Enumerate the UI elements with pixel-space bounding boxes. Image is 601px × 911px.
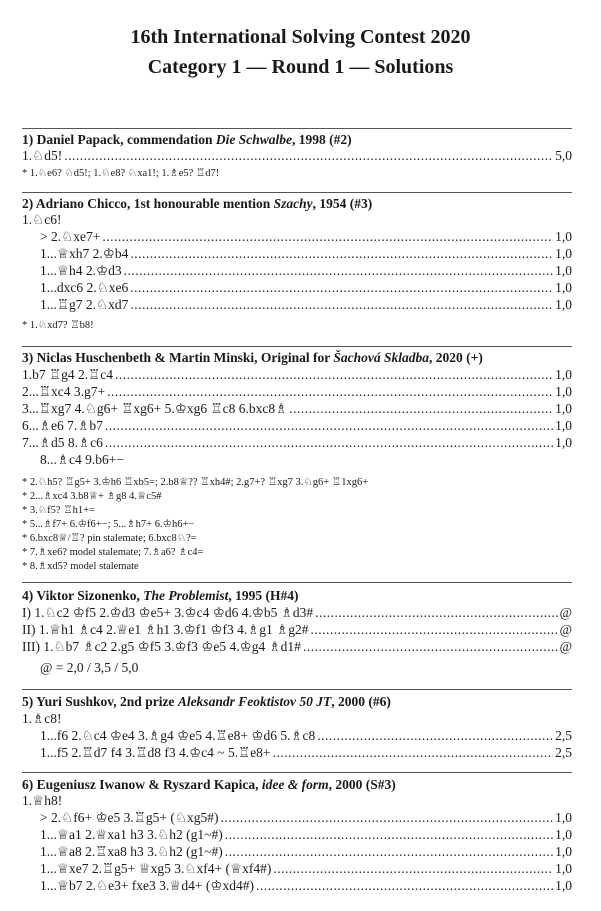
problem-5-heading: 5) Yuri Sushkov, 2nd prize Aleksandr Feoktistov 50 JT, 2000 (#6)	[22, 694, 391, 709]
note: * 1.♘xd7? ♖b8!	[22, 320, 94, 331]
key-move: 1.♕h8!	[22, 793, 63, 808]
section-divider	[22, 128, 572, 129]
note: * 1.♘e6? ♘d5!; 1.♘e8? ♘xa1!; 1.♗e5? ♖d7!	[22, 168, 220, 179]
note: * 6.bxc8♕/♖? pin stalemate; 6.bxc8♘?=	[22, 533, 197, 544]
solution-row: 1.♘d5! ..... 5,0	[22, 148, 572, 164]
note: * 3.♘f5? ♖h1+=	[22, 505, 95, 516]
solution-row: > 2.♘f6+ ♔e5 3.♖g5+ (♘xg5#) ..... 1,0	[40, 810, 572, 826]
final-move: 8...♗c4 9.b6+−	[40, 452, 124, 467]
solution-row: 1...♕xh7 2.♔b4 ..... 1,0	[40, 246, 572, 262]
note: * 2.♘h5? ♖g5+ 3.♔h6 ♖xb5=; 2.b8♕?? ♖xh4#; 2.g7+? ♖xg7 3.♘g6+ ♖1xg6+	[22, 477, 369, 488]
key-move: 1.♗c8!	[22, 711, 62, 726]
solution-row: 1.b7 ♖g4 2.♖c4 ..... 1,0	[22, 367, 572, 383]
section-divider	[22, 772, 572, 773]
solution-row: 1...f6 2.♘c4 ♔e4 3.♗g4 ♔e5 4.♖e8+ ♔d6 5.♗c8 ..... 2,5	[40, 728, 572, 744]
solution-row: 1...♖g7 2.♘xd7 ..... 1,0	[40, 297, 572, 313]
page-subtitle: Category 1 — Round 1 — Solutions	[147, 56, 454, 78]
score-legend: @ = 2,0 / 3,5 / 5,0	[40, 660, 139, 675]
note: * 7.♗xe6? model stalemate; 7.♗a6? ♗c4=	[22, 547, 204, 558]
note: * 2...♗xc4 3.b8♕+ ♗g8 4.♕c5#	[22, 491, 162, 502]
section-divider	[22, 192, 572, 193]
solution-row: 1...♕b7 2.♘e3+ fxe3 3.♕d4+ (♔xd4#) ..... 1,0	[40, 878, 572, 894]
solution-row: 1...f5 2.♖d7 f4 3.♖d8 f3 4.♔c4 ~ 5.♖e8+ ..... 2,5	[40, 745, 572, 761]
problem-6-heading: 6) Eugeniusz Iwanow & Ryszard Kapica, idee & form, 2000 (S#3)	[22, 777, 396, 792]
solution-row: 1...♕h4 2.♔d3 ..... 1,0	[40, 263, 572, 279]
solution-row: 1...♕a8 2.♖xa8 h3 3.♘h2 (g1~#) ..... 1,0	[40, 844, 572, 860]
solution-row: 6...♗e6 7.♗b7 ..... 1,0	[22, 418, 572, 434]
note: * 8.♗xd5? model stalemate	[22, 561, 139, 572]
solution-row: II) 1.♕h1 ♗c4 2.♕e1 ♗h1 3.♔f1 ♔f3 4.♗g1 ♗g2# ..... @	[22, 622, 572, 638]
solution-row: 1...♕xe7 2.♖g5+ ♕xg5 3.♘xf4+ (♕xf4#) ..... 1,0	[40, 861, 572, 877]
solution-row: III) 1.♘b7 ♗c2 2.g5 ♔f5 3.♔f3 ♔e5 4.♔g4 ♗d1# ..... @	[22, 639, 572, 655]
section-divider	[22, 689, 572, 690]
note: * 5...♗f7+ 6.♔f6+−; 5...♗h7+ 6.♔h6+−	[22, 519, 195, 530]
solution-row: 7...♗d5 8.♗c6 ..... 1,0	[22, 435, 572, 451]
page-title: 16th International Solving Contest 2020	[130, 26, 471, 48]
problem-2-heading: 2) Adriano Chicco, 1st honourable mention Szachy, 1954 (#3)	[22, 196, 373, 211]
solution-row: 2...♖xc4 3.g7+ ..... 1,0	[22, 384, 572, 400]
solution-row: 1...♕a1 2.♕xa1 h3 3.♘h2 (g1~#) ..... 1,0	[40, 827, 572, 843]
problem-1-heading: 1) Daniel Papack, commendation Die Schwalbe, 1998 (#2)	[22, 132, 352, 147]
key-move: 1.♘c6!	[22, 212, 62, 227]
solution-row: > 2.♘xe7+ ..... 1,0	[40, 229, 572, 245]
section-divider	[22, 346, 572, 347]
problem-3-heading: 3) Niclas Huschenbeth & Martin Minski, Original for Šachová Skladba, 2020 (+)	[22, 350, 483, 365]
solution-row: 1...dxc6 2.♘xe6 ..... 1,0	[40, 280, 572, 296]
problem-4-heading: 4) Viktor Sizonenko, The Problemist, 1995 (H#4)	[22, 588, 299, 603]
solution-row: I) 1.♘c2 ♔f5 2.♔d3 ♔e5+ 3.♔c4 ♔d6 4.♔b5 ♗d3# ..... @	[22, 605, 572, 621]
solution-row: 3...♖xg7 4.♘g6+ ♖xg6+ 5.♔xg6 ♖c8 6.bxc8♗ ..... 1,0	[22, 401, 572, 417]
section-divider	[22, 582, 572, 583]
